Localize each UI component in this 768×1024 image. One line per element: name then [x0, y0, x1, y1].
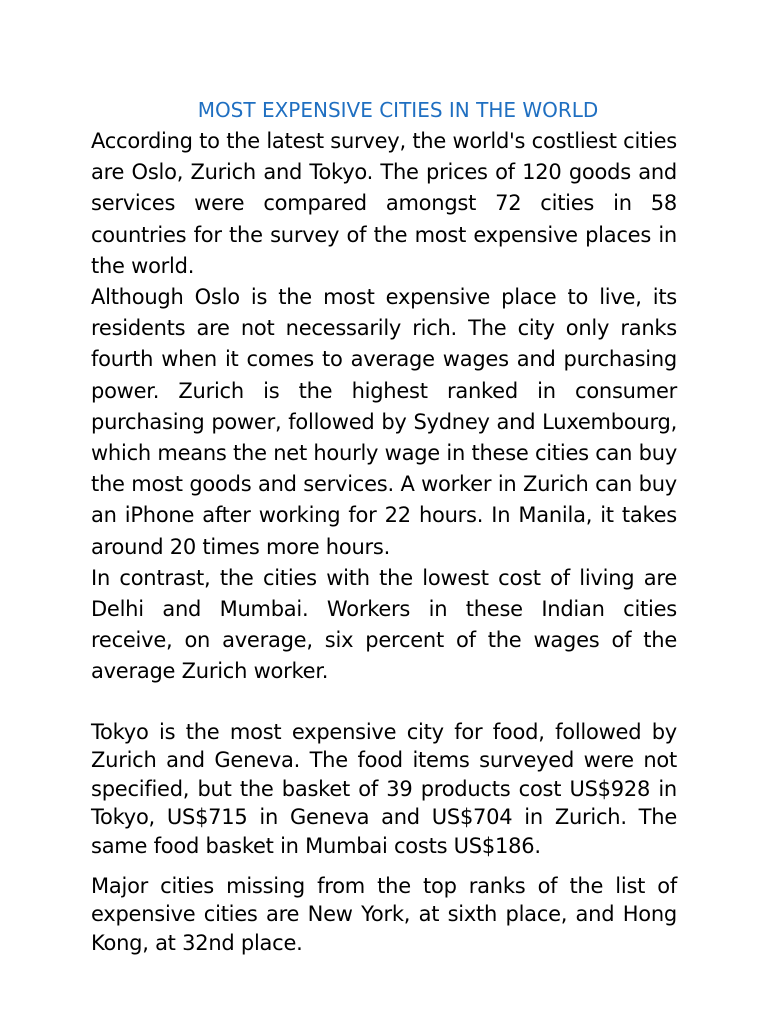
paragraph-lowest-cost: In contrast, the cities with the lowest cost of living are Delhi and Mumbai. Workers in these Indian cities receive, on average, six percent of the wages of the average Zurich worker. — [91, 565, 677, 684]
paragraph-food-prices: Tokyo is the most expensive city for food, followed by Zurich and Geneva. The food items surveyed were not specified, but the basket of 39 products cost US$928 in Tokyo, US$715 in Geneva and US$704 in Zurich. The same food basket in Mumbai costs US$186. — [91, 719, 677, 859]
document-page — [91, 96, 677, 957]
paragraph-missing-cities: Major cities missing from the top ranks of the list of expensive cities are New York, at sixth place, and Hong Kong, at 32nd place. — [91, 873, 677, 955]
paragraph-oslo-wages: Although Oslo is the most expensive place to live, its residents are not necessarily rich. The city only ranks fourth when it comes to average wages and purchasing power. Zurich is the highest ranked in consumer purchasing power, followed by Sydney and Luxembourg, which means the net hourly wage in these cities can buy the most goods and services. A worker in Zurich can buy an iPhone after working for 22 hours. In Manila, it takes around 20 times more hours. — [91, 285, 677, 559]
document-title: MOST EXPENSIVE CITIES IN THE WORLD — [197, 98, 599, 122]
paragraph-costliest-cities: According to the latest survey, the world's costliest cities are Oslo, Zurich and Tokyo. The prices of 120 goods and services were compared amongst 72 cities in 58 countries for the survey of the most expensive places in the world. — [91, 129, 677, 278]
